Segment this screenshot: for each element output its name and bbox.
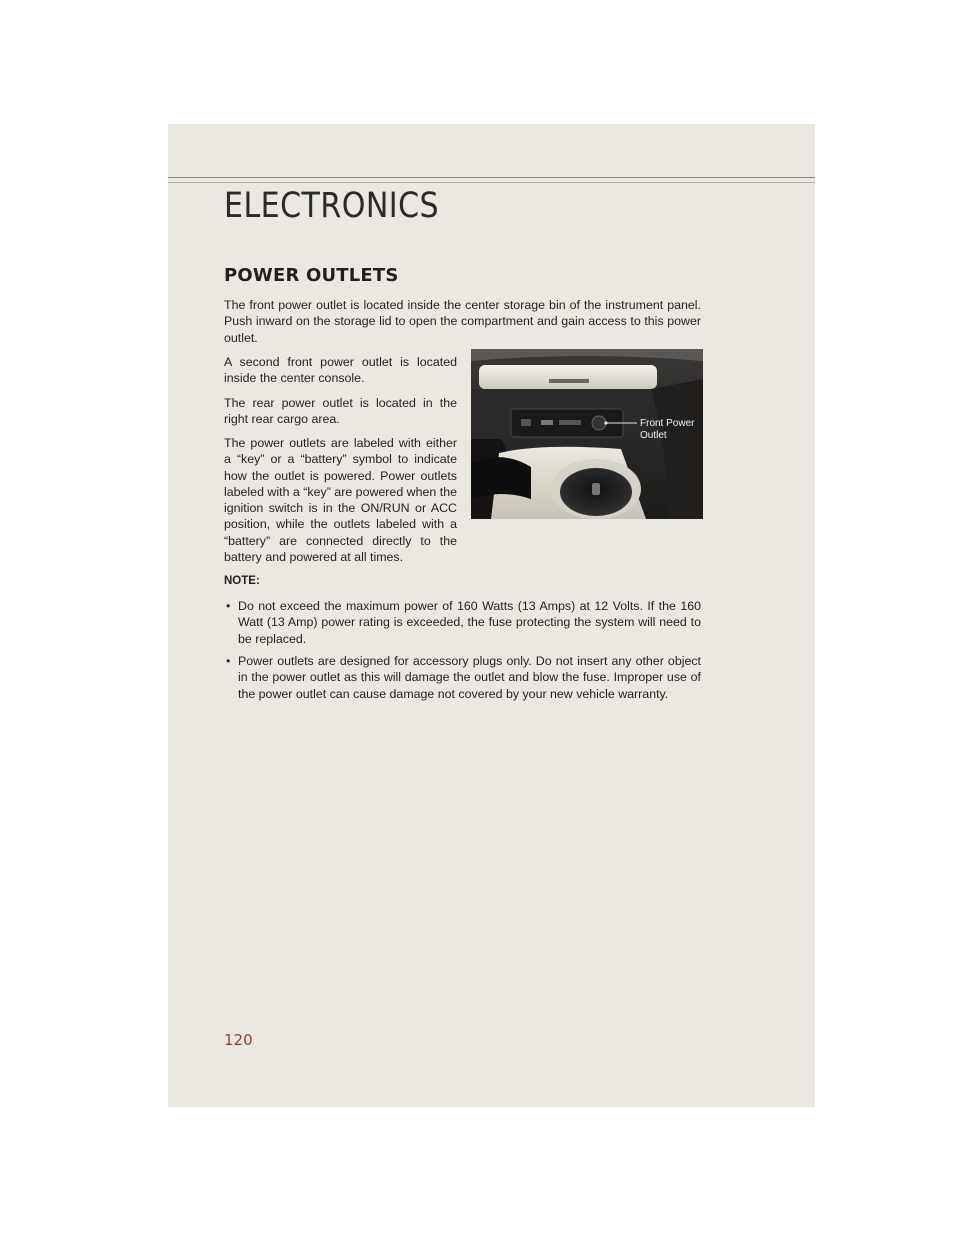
section-title: POWER OUTLETS [224, 265, 399, 286]
page-number: 120 [224, 1031, 253, 1049]
bullet-text: Do not exceed the maximum power of 160 Watts (13 Amps) at 12 Volts. If the 160 Watt (13 Amp) power rating is exceeded, the fuse protecting the system will need to be replaced. [238, 599, 701, 646]
callout-label-line2: Outlet [640, 430, 667, 441]
callout-label-line1: Front Power [640, 418, 695, 429]
paragraph-rear-outlet: The rear power outlet is located in the right rear cargo area. [224, 396, 457, 427]
bullet-text: Power outlets are designed for accessory plugs only. Do not insert any other object in the power outlet as this will damage the outlet and blow the fuse. Improper use of the power outlet can cause damage not covered by your new vehicle warranty. [238, 654, 701, 701]
header-rule-bottom [168, 182, 815, 183]
paragraph-second-outlet: A second front power outlet is located inside the center console. [224, 355, 457, 386]
paragraph-front-outlet: The front power outlet is located inside the center storage bin of the instrument panel. Push inward on the storage lid to open the compartment and gain access to this power outlet. [224, 298, 701, 345]
header-rule-top [168, 177, 815, 178]
chapter-title: ELECTRONICS [224, 186, 440, 226]
note-label: NOTE: [224, 575, 260, 587]
bullet-symbol: • [226, 654, 231, 668]
paragraph-outlet-labels: The power outlets are labeled with either a “key” or a “battery” symbol to indicate how the outlet is powered. Power outlets labeled with a “key” are powered when the ignition switch is in the ON/RUN or ACC position, while the outlets labeled with a “battery” are connected directly to the battery and powered at all times. [224, 436, 457, 565]
manual-page [168, 124, 815, 1107]
center-console-photo [471, 349, 703, 519]
bullet-symbol: • [226, 599, 231, 613]
